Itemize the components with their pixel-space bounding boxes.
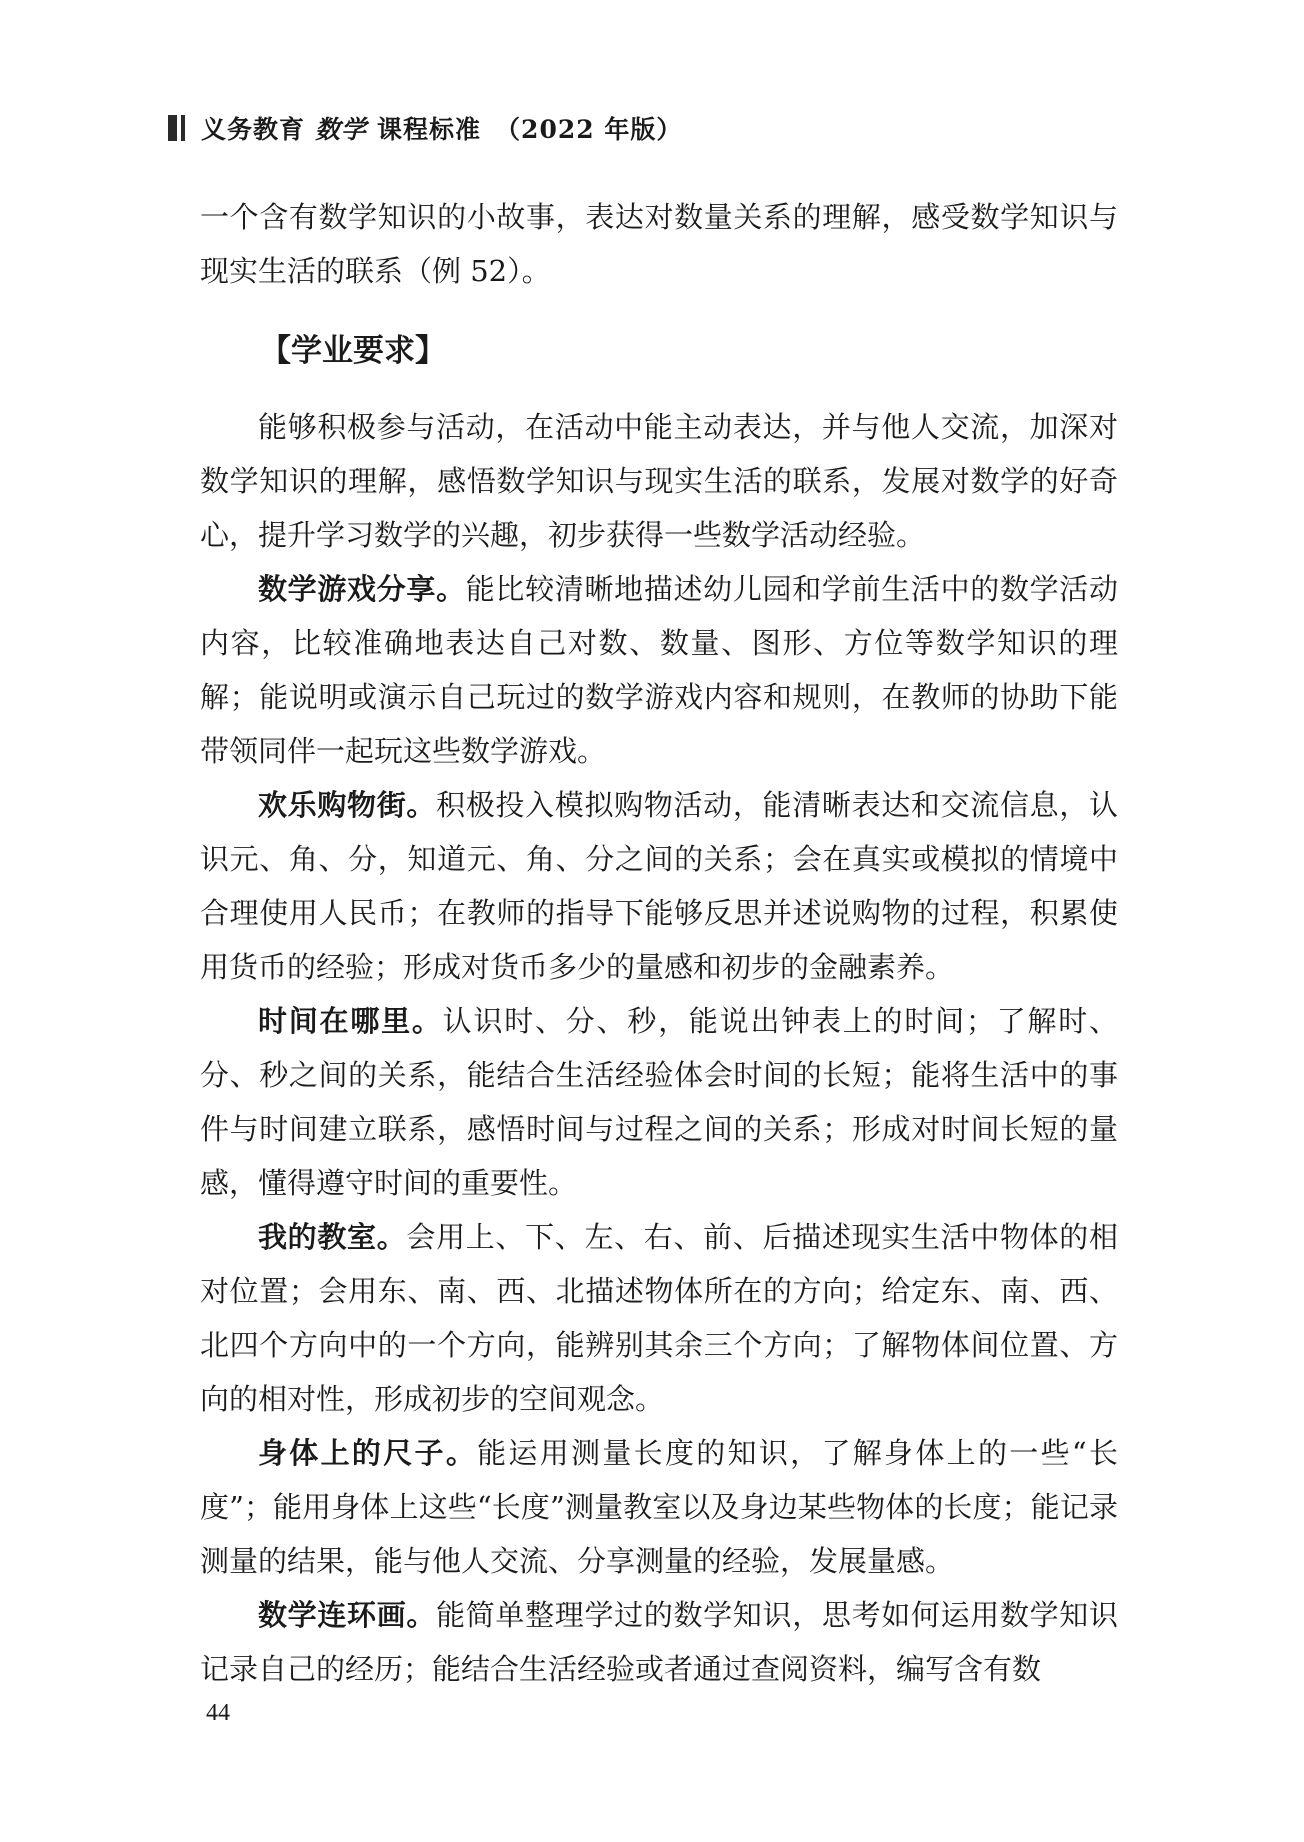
intro-paragraph: 一个含有数学知识的小故事，表达对数量关系的理解，感受数学知识与现实生活的联系（例 52）。 [200, 200, 1118, 288]
header-bars-decoration [168, 115, 185, 141]
requirement-item-title: 欢乐购物街。 [258, 788, 437, 822]
header-prefix: 义务教育 [201, 115, 306, 144]
page-number: 44 [206, 1700, 230, 1726]
requirement-item-title: 我的教室。 [258, 1220, 407, 1254]
requirement-item-text: 积极投入模拟购物活动，能清晰表达和交流信息，认识元、角、分，知道元、角、分之间的关系；会在真实或模拟的情境中合理使用人民币；在教师的指导下能够反思并述说购物的过程，积累使用货币的经验；形成对货币多少的量感和初步的金融素养。 [200, 788, 1118, 984]
header-edition: （2022 年版） [495, 115, 683, 144]
requirement-item-text: 能简单整理学过的数学知识，思考如何运用数学知识记录自己的经历；能结合生活经验或者通过查阅资料，编写含有数 [200, 1598, 1118, 1686]
requirement-item-title: 数学游戏分享。 [258, 572, 466, 606]
requirement-item [200, 1426, 1118, 1588]
requirement-item-title: 数学连环画。 [258, 1598, 437, 1632]
header-subject: 数学 [315, 115, 368, 144]
requirement-intro-paragraph: 能够积极参与活动，在活动中能主动表达，并与他人交流，加深对数学知识的理解，感悟数学知识与现实生活的联系，发展对数学的好奇心，提升学习数学的兴趣，初步获得一些数学活动经验。 [200, 410, 1118, 552]
requirement-item [200, 562, 1118, 778]
requirement-item-text: 能运用测量长度的知识，了解身体上的一些“长度”；能用身体上这些“长度”测量教室以及身边某些物体的长度；能记录测量的结果，能与他人交流、分享测量的经验，发展量感。 [200, 1436, 1118, 1578]
header-bar-thick [168, 115, 177, 141]
requirement-item [200, 778, 1118, 994]
header-suffix: 课程标准 [377, 115, 482, 144]
page-body [200, 190, 1118, 1696]
section-title: 【学业要求】 [260, 333, 446, 369]
requirement-item-text: 认识时、分、秒，能说出钟表上的时间；了解时、分、秒之间的关系，能结合生活经验体会时间的长短；能将生活中的事件与时间建立联系，感悟时间与过程之间的关系；形成对时间长短的量感，懂得遵守时间的重要性。 [200, 1004, 1118, 1200]
requirement-item [200, 994, 1118, 1210]
requirement-item-title: 身体上的尺子。 [258, 1436, 478, 1470]
header-bar-thin [181, 115, 185, 141]
requirement-item-text: 能比较清晰地描述幼儿园和学前生活中的数学活动内容，比较准确地表达自己对数、数量、图形、方位等数学知识的理解；能说明或演示自己玩过的数学游戏内容和规则，在教师的协助下能带领同伴一起玩这些数学游戏。 [200, 572, 1118, 768]
requirement-item [200, 1210, 1118, 1426]
requirement-item-title: 时间在哪里。 [258, 1004, 443, 1038]
requirement-item-text: 会用上、下、左、右、前、后描述现实生活中物体的相对位置；会用东、南、西、北描述物体所在的方向；给定东、南、西、北四个方向中的一个方向，能辨别其余三个方向；了解物体间位置、方向的相对性，形成初步的空间观念。 [200, 1220, 1118, 1416]
requirement-item [200, 1588, 1118, 1696]
running-header [168, 108, 682, 148]
